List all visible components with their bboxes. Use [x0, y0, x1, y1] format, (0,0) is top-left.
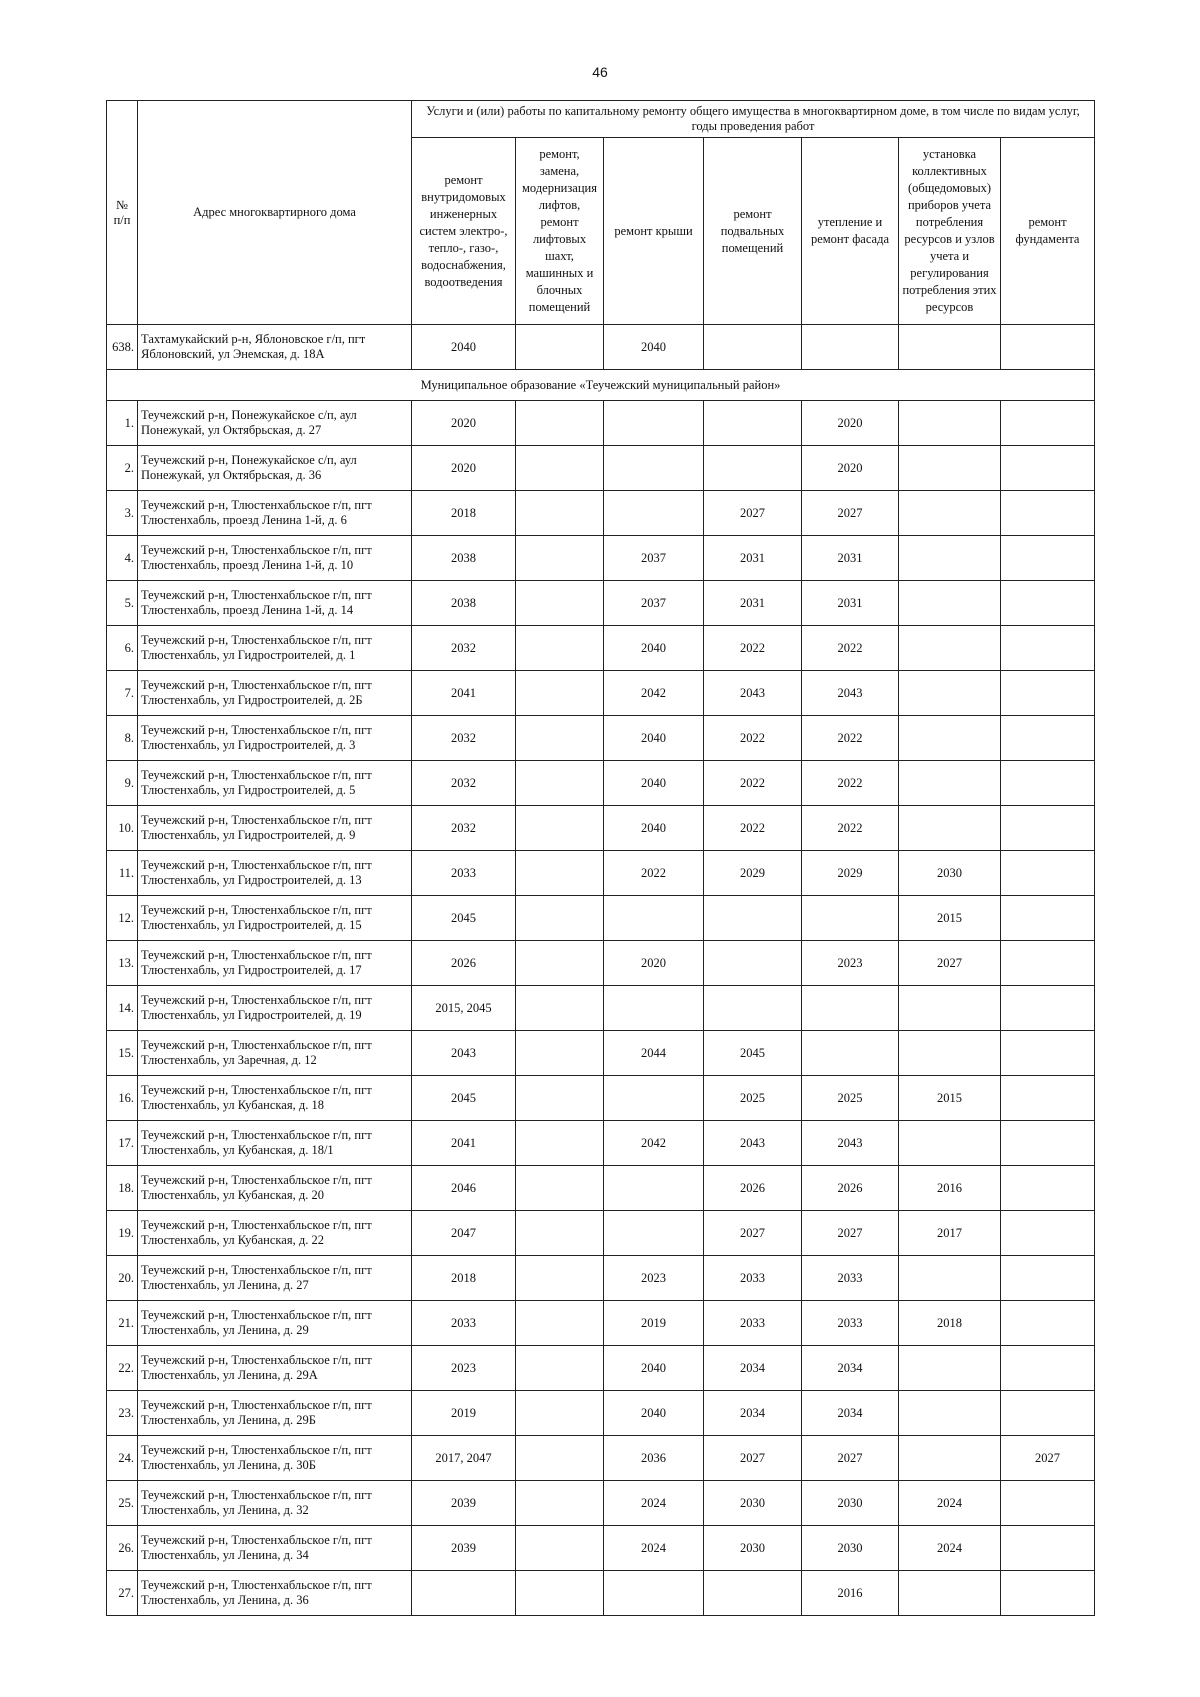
table-row [107, 896, 1095, 941]
cell-year: 2032 [412, 761, 516, 806]
cell-year [704, 1571, 802, 1616]
cell-year: 2030 [899, 851, 1001, 896]
cell-year: 2044 [604, 1031, 704, 1076]
row-number: 18. [107, 1166, 138, 1211]
cell-year: 2042 [604, 671, 704, 716]
cell-year: 2022 [802, 806, 899, 851]
table-row [107, 1121, 1095, 1166]
page-number: 46 [592, 64, 608, 80]
cell-year [1001, 1301, 1095, 1346]
cell-year: 2032 [412, 716, 516, 761]
cell-year: 2042 [604, 1121, 704, 1166]
row-address: Теучежский р-н, Понежукайское с/п, аул Понежукай, ул Октябрьская, д. 27 [138, 401, 412, 446]
row-address: Теучежский р-н, Тлюстенхабльское г/п, пгт Тлюстенхабль, ул Гидростроителей, д. 5 [138, 761, 412, 806]
cell-year: 2040 [604, 716, 704, 761]
row-number: 2. [107, 446, 138, 491]
cell-year: 2027 [704, 491, 802, 536]
cell-year [516, 716, 604, 761]
row-number: 21. [107, 1301, 138, 1346]
cell-year [899, 1256, 1001, 1301]
cell-year: 2020 [412, 401, 516, 446]
table-row [107, 626, 1095, 671]
section-title: Муниципальное образование «Теучежский муниципальный район» [107, 370, 1095, 401]
cell-year: 2020 [802, 401, 899, 446]
cell-year: 2040 [604, 325, 704, 370]
cell-year: 2040 [604, 806, 704, 851]
cell-year [899, 1346, 1001, 1391]
cell-year: 2025 [704, 1076, 802, 1121]
cell-year: 2034 [802, 1391, 899, 1436]
cell-year [604, 401, 704, 446]
row-number: 12. [107, 896, 138, 941]
cell-year [604, 1211, 704, 1256]
capital-repair-table [106, 100, 1095, 1616]
cell-year [516, 1076, 604, 1121]
cell-year: 2027 [802, 491, 899, 536]
cell-year: 2040 [604, 1391, 704, 1436]
row-number: 17. [107, 1121, 138, 1166]
cell-year [1001, 716, 1095, 761]
cell-year [1001, 401, 1095, 446]
cell-year [516, 1346, 604, 1391]
row-number: 4. [107, 536, 138, 581]
cell-year [516, 1526, 604, 1571]
row-number: 15. [107, 1031, 138, 1076]
cell-year [516, 896, 604, 941]
cell-year [802, 896, 899, 941]
cell-year: 2018 [412, 1256, 516, 1301]
cell-year [899, 536, 1001, 581]
table-row [107, 325, 1095, 370]
cell-year: 2026 [704, 1166, 802, 1211]
section-row [107, 370, 1095, 401]
row-number: 6. [107, 626, 138, 671]
column-header-foundation: ремонт фундамента [1001, 138, 1095, 325]
cell-year [1001, 1031, 1095, 1076]
cell-year: 2018 [899, 1301, 1001, 1346]
table-row [107, 851, 1095, 896]
row-number: 638. [107, 325, 138, 370]
row-number: 9. [107, 761, 138, 806]
cell-year: 2033 [412, 851, 516, 896]
cell-year [604, 986, 704, 1031]
cell-year [1001, 806, 1095, 851]
table-row [107, 536, 1095, 581]
cell-year: 2043 [704, 1121, 802, 1166]
row-address: Теучежский р-н, Тлюстенхабльское г/п, пгт Тлюстенхабль, ул Кубанская, д. 20 [138, 1166, 412, 1211]
table-row [107, 716, 1095, 761]
cell-year: 2017 [899, 1211, 1001, 1256]
cell-year [516, 401, 604, 446]
column-header-facade: утепление и ремонт фасада [802, 138, 899, 325]
cell-year [516, 671, 604, 716]
row-number: 13. [107, 941, 138, 986]
cell-year: 2038 [412, 536, 516, 581]
cell-year: 2033 [704, 1256, 802, 1301]
cell-year: 2016 [899, 1166, 1001, 1211]
cell-year [1001, 1571, 1095, 1616]
cell-year [802, 1031, 899, 1076]
cell-year: 2016 [802, 1571, 899, 1616]
row-number: 1. [107, 401, 138, 446]
cell-year [899, 446, 1001, 491]
cell-year: 2024 [899, 1526, 1001, 1571]
cell-year [704, 401, 802, 446]
table-row [107, 1526, 1095, 1571]
cell-year: 2037 [604, 536, 704, 581]
cell-year [899, 491, 1001, 536]
row-address: Теучежский р-н, Тлюстенхабльское г/п, пгт Тлюстенхабль, ул Ленина, д. 30Б [138, 1436, 412, 1481]
cell-year [516, 536, 604, 581]
table-row [107, 581, 1095, 626]
column-header-address: Адрес многоквартирного дома [138, 101, 412, 325]
cell-year [899, 1121, 1001, 1166]
row-address: Теучежский р-н, Тлюстенхабльское г/п, пгт Тлюстенхабль, ул Гидростроителей, д. 13 [138, 851, 412, 896]
cell-year [704, 986, 802, 1031]
row-number: 10. [107, 806, 138, 851]
cell-year: 2041 [412, 1121, 516, 1166]
cell-year: 2027 [704, 1436, 802, 1481]
cell-year [704, 325, 802, 370]
cell-year: 2043 [704, 671, 802, 716]
cell-year: 2040 [604, 1346, 704, 1391]
cell-year [516, 626, 604, 671]
table-row [107, 671, 1095, 716]
cell-year: 2034 [704, 1346, 802, 1391]
cell-year [1001, 986, 1095, 1031]
table-row [107, 1346, 1095, 1391]
cell-year: 2029 [704, 851, 802, 896]
cell-year [516, 491, 604, 536]
cell-year: 2033 [412, 1301, 516, 1346]
cell-year: 2022 [704, 761, 802, 806]
cell-year: 2030 [802, 1526, 899, 1571]
cell-year: 2015 [899, 1076, 1001, 1121]
cell-year: 2043 [412, 1031, 516, 1076]
table-row [107, 1256, 1095, 1301]
cell-year [1001, 491, 1095, 536]
row-number: 8. [107, 716, 138, 761]
cell-year: 2020 [604, 941, 704, 986]
cell-year [516, 1031, 604, 1076]
cell-year: 2027 [899, 941, 1001, 986]
row-address: Теучежский р-н, Тлюстенхабльское г/п, пгт Тлюстенхабль, ул Гидростроителей, д. 17 [138, 941, 412, 986]
cell-year [516, 1571, 604, 1616]
cell-year [704, 446, 802, 491]
row-number: 3. [107, 491, 138, 536]
cell-year [1001, 1391, 1095, 1436]
cell-year: 2024 [604, 1526, 704, 1571]
cell-year [604, 491, 704, 536]
cell-year: 2022 [802, 626, 899, 671]
cell-year [516, 1391, 604, 1436]
row-address: Теучежский р-н, Тлюстенхабльское г/п, пгт Тлюстенхабль, ул Гидростроителей, д. 2Б [138, 671, 412, 716]
cell-year [899, 1031, 1001, 1076]
row-number: 19. [107, 1211, 138, 1256]
row-number: 22. [107, 1346, 138, 1391]
cell-year [516, 1481, 604, 1526]
row-address: Теучежский р-н, Тлюстенхабльское г/п, пгт Тлюстенхабль, ул Ленина, д. 29А [138, 1346, 412, 1391]
cell-year [899, 1436, 1001, 1481]
cell-year [802, 325, 899, 370]
table-row [107, 1166, 1095, 1211]
row-number: 27. [107, 1571, 138, 1616]
cell-year: 2024 [899, 1481, 1001, 1526]
cell-year: 2045 [704, 1031, 802, 1076]
cell-year: 2023 [412, 1346, 516, 1391]
cell-year [516, 1211, 604, 1256]
cell-year [1001, 446, 1095, 491]
row-address: Теучежский р-н, Тлюстенхабльское г/п, пгт Тлюстенхабль, ул Ленина, д. 32 [138, 1481, 412, 1526]
cell-year [516, 986, 604, 1031]
cell-year: 2015 [899, 896, 1001, 941]
table-row [107, 1481, 1095, 1526]
row-address: Теучежский р-н, Тлюстенхабльское г/п, пгт Тлюстенхабль, ул Ленина, д. 27 [138, 1256, 412, 1301]
cell-year: 2026 [412, 941, 516, 986]
cell-year: 2020 [412, 446, 516, 491]
cell-year [1001, 325, 1095, 370]
row-address: Теучежский р-н, Тлюстенхабльское г/п, пгт Тлюстенхабль, ул Ленина, д. 29 [138, 1301, 412, 1346]
row-address: Теучежский р-н, Тлюстенхабльское г/п, пгт Тлюстенхабль, ул Ленина, д. 36 [138, 1571, 412, 1616]
cell-year: 2045 [412, 896, 516, 941]
table-row [107, 941, 1095, 986]
cell-year: 2033 [802, 1301, 899, 1346]
cell-year [704, 896, 802, 941]
cell-year [604, 446, 704, 491]
cell-year: 2037 [604, 581, 704, 626]
cell-year: 2040 [604, 626, 704, 671]
row-number: 20. [107, 1256, 138, 1301]
cell-year: 2038 [412, 581, 516, 626]
cell-year [899, 401, 1001, 446]
cell-year: 2022 [604, 851, 704, 896]
table-row [107, 1211, 1095, 1256]
cell-year [899, 1571, 1001, 1616]
row-address: Теучежский р-н, Тлюстенхабльское г/п, пгт Тлюстенхабль, ул Гидростроителей, д. 15 [138, 896, 412, 941]
cell-year [802, 986, 899, 1031]
row-number: 24. [107, 1436, 138, 1481]
cell-year [516, 1166, 604, 1211]
cell-year [516, 1301, 604, 1346]
cell-year: 2034 [704, 1391, 802, 1436]
row-address: Теучежский р-н, Тлюстенхабльское г/п, пгт Тлюстенхабль, ул Ленина, д. 34 [138, 1526, 412, 1571]
cell-year: 2029 [802, 851, 899, 896]
row-address: Теучежский р-н, Тлюстенхабльское г/п, пгт Тлюстенхабль, ул Заречная, д. 12 [138, 1031, 412, 1076]
cell-year: 2031 [704, 581, 802, 626]
cell-year [899, 761, 1001, 806]
row-number: 23. [107, 1391, 138, 1436]
cell-year [1001, 851, 1095, 896]
table-row [107, 1436, 1095, 1481]
row-address: Тахтамукайский р-н, Яблоновское г/п, пгт Яблоновский, ул Энемская, д. 18А [138, 325, 412, 370]
table-row [107, 446, 1095, 491]
column-header-basement: ремонт подвальных помещений [704, 138, 802, 325]
row-number: 26. [107, 1526, 138, 1571]
cell-year: 2019 [412, 1391, 516, 1436]
cell-year [604, 1076, 704, 1121]
cell-year [1001, 1346, 1095, 1391]
cell-year [516, 851, 604, 896]
cell-year: 2031 [802, 536, 899, 581]
cell-year [1001, 1121, 1095, 1166]
cell-year: 2022 [704, 626, 802, 671]
row-address: Теучежский р-н, Тлюстенхабльское г/п, пгт Тлюстенхабль, ул Гидростроителей, д. 3 [138, 716, 412, 761]
cell-year: 2023 [802, 941, 899, 986]
cell-year: 2043 [802, 1121, 899, 1166]
cell-year [1001, 1526, 1095, 1571]
row-address: Теучежский р-н, Тлюстенхабльское г/п, пгт Тлюстенхабль, ул Гидростроителей, д. 9 [138, 806, 412, 851]
cell-year: 2020 [802, 446, 899, 491]
cell-year: 2039 [412, 1481, 516, 1526]
column-header-group: Услуги и (или) работы по капитальному ремонту общего имущества в многоквартирном доме, в том числе по видам услуг, годы проведения работ [412, 101, 1095, 138]
cell-year [899, 626, 1001, 671]
cell-year: 2046 [412, 1166, 516, 1211]
row-number: 11. [107, 851, 138, 896]
cell-year: 2040 [412, 325, 516, 370]
cell-year: 2022 [802, 716, 899, 761]
column-header-roof: ремонт крыши [604, 138, 704, 325]
cell-year: 2039 [412, 1526, 516, 1571]
table-row [107, 1031, 1095, 1076]
row-number: 7. [107, 671, 138, 716]
cell-year: 2026 [802, 1166, 899, 1211]
cell-year [899, 986, 1001, 1031]
table-row [107, 1076, 1095, 1121]
cell-year: 2041 [412, 671, 516, 716]
cell-year: 2031 [704, 536, 802, 581]
row-number: 16. [107, 1076, 138, 1121]
cell-year [516, 581, 604, 626]
cell-year: 2030 [704, 1526, 802, 1571]
row-address: Теучежский р-н, Тлюстенхабльское г/п, пгт Тлюстенхабль, ул Ленина, д. 29Б [138, 1391, 412, 1436]
cell-year [1001, 941, 1095, 986]
cell-year: 2025 [802, 1076, 899, 1121]
column-header-engineering-systems: ремонт внутридомовых инженерных систем электро-, тепло-, газо-, водоснабжения, водоотведения [412, 138, 516, 325]
cell-year [1001, 536, 1095, 581]
cell-year: 2024 [604, 1481, 704, 1526]
cell-year [516, 761, 604, 806]
cell-year: 2033 [704, 1301, 802, 1346]
table-row [107, 1571, 1095, 1616]
cell-year: 2023 [604, 1256, 704, 1301]
cell-year [899, 325, 1001, 370]
cell-year: 2047 [412, 1211, 516, 1256]
cell-year: 2022 [704, 716, 802, 761]
cell-year: 2027 [704, 1211, 802, 1256]
cell-year [1001, 1256, 1095, 1301]
cell-year: 2027 [802, 1211, 899, 1256]
table-row [107, 401, 1095, 446]
table-row [107, 761, 1095, 806]
row-address: Теучежский р-н, Понежукайское с/п, аул Понежукай, ул Октябрьская, д. 36 [138, 446, 412, 491]
column-header-meters: установка коллективных (общедомовых) приборов учета потребления ресурсов и узлов учета и регулирования потребления этих ресурсов [899, 138, 1001, 325]
row-number: 25. [107, 1481, 138, 1526]
row-address: Теучежский р-н, Тлюстенхабльское г/п, пгт Тлюстенхабль, проезд Ленина 1-й, д. 14 [138, 581, 412, 626]
cell-year: 2030 [802, 1481, 899, 1526]
header-group-row [107, 101, 1095, 138]
row-address: Теучежский р-н, Тлюстенхабльское г/п, пгт Тлюстенхабль, ул Кубанская, д. 18/1 [138, 1121, 412, 1166]
cell-year [516, 1256, 604, 1301]
row-address: Теучежский р-н, Тлюстенхабльское г/п, пгт Тлюстенхабль, ул Гидростроителей, д. 19 [138, 986, 412, 1031]
cell-year [604, 1166, 704, 1211]
cell-year: 2027 [802, 1436, 899, 1481]
cell-year [1001, 1166, 1095, 1211]
row-address: Теучежский р-н, Тлюстенхабльское г/п, пгт Тлюстенхабль, ул Кубанская, д. 18 [138, 1076, 412, 1121]
cell-year: 2045 [412, 1076, 516, 1121]
cell-year: 2017, 2047 [412, 1436, 516, 1481]
cell-year: 2031 [802, 581, 899, 626]
table-row [107, 1301, 1095, 1346]
cell-year [516, 941, 604, 986]
table-row [107, 1391, 1095, 1436]
cell-year [1001, 671, 1095, 716]
cell-year [899, 581, 1001, 626]
cell-year [1001, 1481, 1095, 1526]
cell-year: 2030 [704, 1481, 802, 1526]
cell-year: 2032 [412, 806, 516, 851]
cell-year [516, 806, 604, 851]
cell-year [516, 1436, 604, 1481]
table-row [107, 806, 1095, 851]
row-number: 5. [107, 581, 138, 626]
column-header-number: № п/п [107, 101, 138, 325]
cell-year [604, 896, 704, 941]
cell-year [704, 941, 802, 986]
cell-year [516, 1121, 604, 1166]
cell-year: 2033 [802, 1256, 899, 1301]
row-address: Теучежский р-н, Тлюстенхабльское г/п, пгт Тлюстенхабль, проезд Ленина 1-й, д. 6 [138, 491, 412, 536]
cell-year: 2027 [1001, 1436, 1095, 1481]
cell-year [412, 1571, 516, 1616]
cell-year [516, 325, 604, 370]
cell-year [1001, 896, 1095, 941]
row-number: 14. [107, 986, 138, 1031]
cell-year: 2040 [604, 761, 704, 806]
cell-year: 2022 [802, 761, 899, 806]
table-row [107, 491, 1095, 536]
cell-year [1001, 761, 1095, 806]
cell-year: 2043 [802, 671, 899, 716]
cell-year [899, 716, 1001, 761]
cell-year [1001, 1076, 1095, 1121]
cell-year: 2032 [412, 626, 516, 671]
cell-year: 2019 [604, 1301, 704, 1346]
cell-year [1001, 1211, 1095, 1256]
cell-year [899, 806, 1001, 851]
cell-year: 2015, 2045 [412, 986, 516, 1031]
cell-year: 2036 [604, 1436, 704, 1481]
row-address: Теучежский р-н, Тлюстенхабльское г/п, пгт Тлюстенхабль, ул Кубанская, д. 22 [138, 1211, 412, 1256]
row-address: Теучежский р-н, Тлюстенхабльское г/п, пгт Тлюстенхабль, проезд Ленина 1-й, д. 10 [138, 536, 412, 581]
cell-year [899, 1391, 1001, 1436]
cell-year [1001, 626, 1095, 671]
cell-year [899, 671, 1001, 716]
cell-year: 2022 [704, 806, 802, 851]
column-header-elevators: ремонт, замена, модернизация лифтов, ремонт лифтовых шахт, машинных и блочных помещений [516, 138, 604, 325]
cell-year [1001, 581, 1095, 626]
table-row [107, 986, 1095, 1031]
row-address: Теучежский р-н, Тлюстенхабльское г/п, пгт Тлюстенхабль, ул Гидростроителей, д. 1 [138, 626, 412, 671]
cell-year [604, 1571, 704, 1616]
cell-year: 2034 [802, 1346, 899, 1391]
cell-year [516, 446, 604, 491]
cell-year: 2018 [412, 491, 516, 536]
